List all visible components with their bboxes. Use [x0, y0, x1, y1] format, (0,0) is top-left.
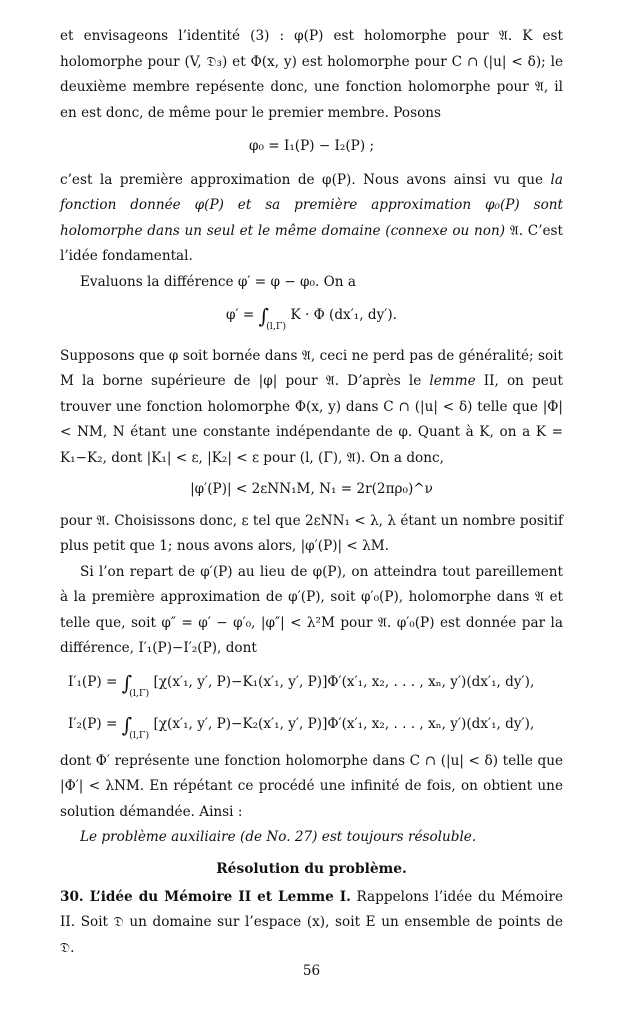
integral-limits: (l,Γ) — [129, 687, 150, 699]
equation-I1-rhs: [χ(x′₁, y′, P)−K₁(x′₁, y′, P)]Φ′(x′₁, x₂, . . . , xₙ, y′)(dx′₁, dy′), — [153, 673, 535, 690]
equation-I2-lhs: I′₂(P) = — [68, 716, 118, 732]
equation-bound: |φ′(P)| < 2εNN₁M, N₁ = 2r(2πρ₀)^ν — [190, 481, 433, 497]
section-heading-30: 30. L’idée du Mémoire II et Lemme I. — [60, 888, 351, 905]
paragraph-9-text: Rappelons l’idée du Mémoire II. Soit 𝔇 un domaine sur l’espace (x), soit E un ensemble de points de 𝔇. — [60, 888, 563, 956]
paragraph-2-end: 𝔄. C’est l’idée fondamental. — [60, 222, 563, 264]
paragraph-5: pour 𝔄. Choisissons donc, ε tel que 2εNN₁ < λ, λ étant un nombre positif plus petit que 1; nous avons alors, |φ′(P)| < λM. — [60, 512, 563, 554]
paragraph-4-a: Supposons que φ soit bornée dans 𝔄, ceci ne perd pas de généralité; soit M la borne supérieure de |φ| pour 𝔄. D’après le — [60, 347, 563, 389]
page-body — [60, 24, 563, 961]
paragraph-2-start: c’est la première approximation de φ(P). Nous avons ainsi vu que — [60, 171, 551, 188]
equation-I2-rhs: [χ(x′₁, y′, P)−K₂(x′₁, y′, P)]Φ′(x′₁, x₂, . . . , xₙ, y′)(dx′₁, dy′), — [153, 716, 535, 732]
paragraph-6: Si l’on repart de φ′(P) au lieu de φ(P), on atteindra tout pareillement à la première approximation de φ′(P), soit φ′₀(P), holomorphe dans 𝔄 et telle que, soit φ″ = φ′ − φ′₀, |φ″| < λ²M pour 𝔄. φ′₀(P) est donnée par la différence, I′₁(P)−I′₂(P), dont — [60, 563, 564, 656]
paragraph-9 — [60, 885, 563, 962]
integral-limits: (l,Γ) — [129, 730, 150, 741]
integral-sign: ∫ — [121, 713, 133, 737]
integral-sign: ∫ — [121, 670, 133, 695]
paragraph-3: Evaluons la différence φ′ = φ − φ₀. On a — [80, 273, 356, 290]
paragraph-4 — [60, 344, 563, 472]
equation-phi-prime-lhs: φ′ = — [226, 307, 255, 323]
integral-sign: ∫ — [258, 304, 270, 328]
integral-limits: (l,Γ) — [266, 321, 287, 332]
section-title: Résolution du problème. — [216, 860, 407, 877]
equation-phi0: φ₀ = I₁(P) − I₂(P) ; — [248, 138, 375, 154]
equation-I1-lhs: I′₁(P) = — [68, 673, 118, 690]
paragraph-1: et envisageons l’identité (3) : φ(P) est holomorphe pour 𝔄. K est holomorphe pour (V, 𝔇₃) et Φ(x, y) est holomorphe pour C ∩ (|u| < δ); le deuxième membre repésente donc, une fonction holomorphe pour 𝔄, il en est donc, de même pour le premier membre. Posons — [60, 28, 563, 121]
paragraph-4-b: II, on peut trouver une fonction holomorphe Φ(x, y) dans C ∩ (|u| < δ) telle que |Φ| < NM, N étant une constante indépendante de φ. Quant à K, on a K = K₁−K₂, dont |K₁| < ε, |K₂| < ε pour (l, (Γ̄), 𝔄). On a donc, — [60, 373, 563, 466]
paragraph-2-italic: la fonction donnée φ(P) et sa première approximation φ₀(P) sont holomorphe dans un seul et le même domaine (connexe ou non) — [60, 171, 563, 239]
equation-phi-prime-rhs: K · Φ (dx′₁, dy′). — [290, 307, 397, 323]
theorem-statement: Le problème auxiliaire (de No. 27) est toujours résoluble. — [80, 829, 477, 845]
paragraph-2 — [60, 168, 563, 270]
equation-I2-prime — [60, 712, 563, 749]
paragraph-4-lemme: lemme — [429, 373, 476, 389]
page-number: 56 — [302, 963, 321, 979]
equation-I1-prime — [60, 670, 563, 707]
paragraph-7: dont Φ′ représente une fonction holomorphe dans C ∩ (|u| < δ) telle que |Φ′| < λNM. En répétant ce procédé une infinité de fois, on obtient une solution démandée. Ainsi : — [60, 752, 563, 820]
equation-phi-prime — [60, 303, 563, 340]
